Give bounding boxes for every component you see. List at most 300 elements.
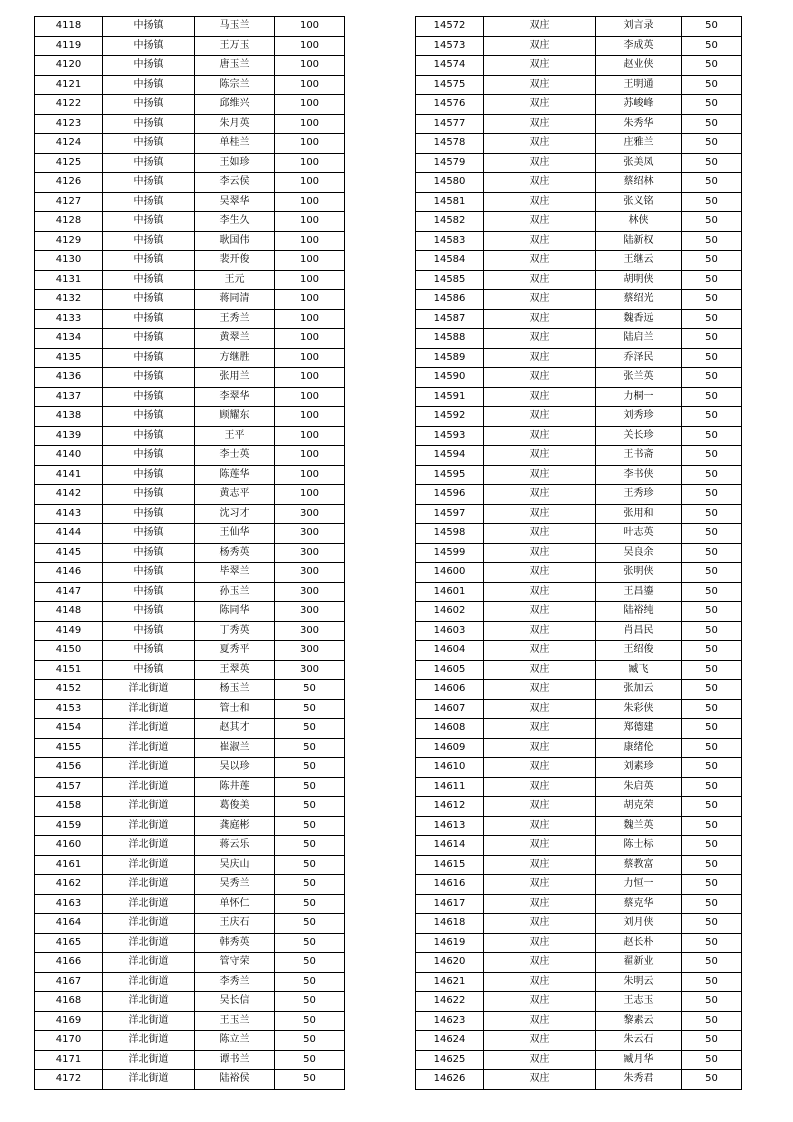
cell-id: 14614 [416,836,484,856]
cell-id: 4154 [35,719,103,739]
cell-id: 4142 [35,485,103,505]
cell-amount: 50 [682,524,742,544]
cell-amount: 50 [275,680,345,700]
table-row [416,56,742,76]
table-row [35,816,345,836]
cell-location: 双庄 [484,875,596,895]
cell-id: 14601 [416,582,484,602]
table-row [35,465,345,485]
table-row [416,153,742,173]
cell-name: 朱月英 [195,114,275,134]
cell-name: 庄雅兰 [596,134,682,154]
cell-amount: 100 [275,426,345,446]
cell-name: 葛俊美 [195,797,275,817]
table-row [416,621,742,641]
cell-name: 唐玉兰 [195,56,275,76]
cell-id: 4137 [35,387,103,407]
cell-id: 4153 [35,699,103,719]
cell-name: 朱彩侠 [596,699,682,719]
cell-amount: 50 [275,758,345,778]
table-row [35,329,345,349]
table-row [35,75,345,95]
cell-id: 14584 [416,251,484,271]
cell-location: 双庄 [484,212,596,232]
cell-location: 中扬镇 [103,17,195,37]
cell-name: 丁秀英 [195,621,275,641]
cell-id: 14603 [416,621,484,641]
table-row [416,348,742,368]
cell-name: 蔡克华 [596,894,682,914]
cell-id: 4131 [35,270,103,290]
cell-location: 双庄 [484,992,596,1012]
cell-id: 4122 [35,95,103,115]
cell-name: 张义铭 [596,192,682,212]
cell-name: 谭书兰 [195,1050,275,1070]
table-row [35,797,345,817]
cell-name: 杨玉兰 [195,680,275,700]
cell-amount: 50 [682,875,742,895]
cell-amount: 300 [275,543,345,563]
cell-name: 魏香远 [596,309,682,329]
cell-amount: 50 [682,485,742,505]
cell-name: 关长珍 [596,426,682,446]
cell-name: 王翠英 [195,660,275,680]
table-row [35,290,345,310]
cell-location: 中扬镇 [103,134,195,154]
cell-location: 洋北街道 [103,992,195,1012]
cell-location: 洋北街道 [103,914,195,934]
cell-amount: 100 [275,212,345,232]
cell-id: 4147 [35,582,103,602]
cell-amount: 50 [682,855,742,875]
cell-location: 双庄 [484,836,596,856]
cell-id: 4128 [35,212,103,232]
table-row [416,329,742,349]
cell-location: 双庄 [484,173,596,193]
cell-location: 双庄 [484,251,596,271]
cell-amount: 50 [682,914,742,934]
cell-id: 14609 [416,738,484,758]
table-row [35,446,345,466]
cell-name: 吴秀兰 [195,875,275,895]
cell-name: 蒋同清 [195,290,275,310]
cell-id: 4138 [35,407,103,427]
cell-location: 中扬镇 [103,465,195,485]
cell-name: 王庆石 [195,914,275,934]
table-row [416,368,742,388]
cell-location: 双庄 [484,407,596,427]
table-row [416,797,742,817]
cell-id: 14602 [416,602,484,622]
cell-name: 蔡教富 [596,855,682,875]
cell-location: 洋北街道 [103,797,195,817]
cell-name: 陆新权 [596,231,682,251]
table-row [35,777,345,797]
cell-location: 双庄 [484,641,596,661]
table-row [416,114,742,134]
cell-location: 中扬镇 [103,290,195,310]
cell-name: 王明通 [596,75,682,95]
table-row [416,699,742,719]
cell-location: 洋北街道 [103,680,195,700]
table-row [35,524,345,544]
cell-location: 中扬镇 [103,368,195,388]
cell-name: 李秀兰 [195,972,275,992]
cell-id: 14611 [416,777,484,797]
cell-location: 洋北街道 [103,972,195,992]
cell-name: 吴长信 [195,992,275,1012]
cell-name: 吴良余 [596,543,682,563]
cell-id: 14575 [416,75,484,95]
cell-name: 管士和 [195,699,275,719]
table-row [416,485,742,505]
cell-amount: 100 [275,134,345,154]
cell-id: 14576 [416,95,484,115]
table-row [416,738,742,758]
cell-id: 14587 [416,309,484,329]
cell-id: 14594 [416,446,484,466]
cell-name: 臧月华 [596,1050,682,1070]
cell-name: 王玉兰 [195,1011,275,1031]
cell-id: 14597 [416,504,484,524]
cell-location: 双庄 [484,426,596,446]
cell-id: 4171 [35,1050,103,1070]
cell-location: 双庄 [484,134,596,154]
cell-id: 4126 [35,173,103,193]
cell-id: 4167 [35,972,103,992]
cell-location: 双庄 [484,797,596,817]
table-row [416,972,742,992]
table-row [35,212,345,232]
cell-name: 康绪伦 [596,738,682,758]
cell-location: 洋北街道 [103,699,195,719]
cell-amount: 50 [682,699,742,719]
cell-id: 14591 [416,387,484,407]
cell-amount: 50 [275,933,345,953]
cell-id: 4124 [35,134,103,154]
cell-id: 14625 [416,1050,484,1070]
table-row [35,914,345,934]
cell-location: 洋北街道 [103,738,195,758]
table-row [416,1031,742,1051]
cell-amount: 100 [275,192,345,212]
cell-id: 14607 [416,699,484,719]
cell-location: 中扬镇 [103,446,195,466]
cell-amount: 100 [275,36,345,56]
cell-location: 中扬镇 [103,602,195,622]
table-row [35,836,345,856]
cell-amount: 300 [275,563,345,583]
cell-amount: 50 [682,251,742,271]
cell-location: 双庄 [484,329,596,349]
cell-location: 双庄 [484,1011,596,1031]
cell-location: 中扬镇 [103,387,195,407]
cell-name: 肖昌民 [596,621,682,641]
cell-location: 双庄 [484,368,596,388]
cell-name: 单桂兰 [195,134,275,154]
cell-location: 双庄 [484,485,596,505]
table-row [416,719,742,739]
cell-amount: 50 [682,114,742,134]
cell-id: 4146 [35,563,103,583]
cell-name: 黎素云 [596,1011,682,1031]
cell-id: 14604 [416,641,484,661]
cell-name: 朱秀华 [596,114,682,134]
cell-name: 李翠华 [195,387,275,407]
cell-name: 李成英 [596,36,682,56]
cell-id: 14579 [416,153,484,173]
cell-amount: 50 [275,738,345,758]
cell-amount: 50 [275,1050,345,1070]
cell-name: 王继云 [596,251,682,271]
table-row [35,36,345,56]
cell-name: 单怀仁 [195,894,275,914]
cell-name: 陆裕纯 [596,602,682,622]
cell-id: 4158 [35,797,103,817]
cell-location: 双庄 [484,524,596,544]
cell-amount: 50 [682,426,742,446]
cell-id: 14608 [416,719,484,739]
cell-amount: 100 [275,407,345,427]
cell-name: 陈井莲 [195,777,275,797]
table-row [35,875,345,895]
cell-location: 中扬镇 [103,543,195,563]
cell-id: 14586 [416,290,484,310]
cell-id: 14610 [416,758,484,778]
cell-name: 朱明云 [596,972,682,992]
cell-id: 4164 [35,914,103,934]
cell-amount: 50 [682,797,742,817]
table-row [416,1011,742,1031]
cell-id: 4123 [35,114,103,134]
cell-id: 4140 [35,446,103,466]
table-row [35,660,345,680]
cell-name: 张美凤 [596,153,682,173]
table-row [416,875,742,895]
cell-name: 张明侠 [596,563,682,583]
cell-amount: 100 [275,446,345,466]
cell-id: 4121 [35,75,103,95]
table-row [416,660,742,680]
cell-id: 4170 [35,1031,103,1051]
cell-amount: 100 [275,465,345,485]
cell-name: 韩秀英 [195,933,275,953]
cell-location: 中扬镇 [103,504,195,524]
cell-location: 双庄 [484,95,596,115]
cell-id: 4143 [35,504,103,524]
table-row [416,953,742,973]
table-row [35,719,345,739]
table-row [416,1070,742,1090]
cell-location: 中扬镇 [103,407,195,427]
table-row [35,348,345,368]
cell-id: 4130 [35,251,103,271]
cell-amount: 300 [275,602,345,622]
table-row [416,641,742,661]
cell-name: 陈立兰 [195,1031,275,1051]
cell-amount: 100 [275,329,345,349]
cell-location: 双庄 [484,660,596,680]
cell-id: 4125 [35,153,103,173]
cell-amount: 50 [682,543,742,563]
cell-amount: 50 [682,290,742,310]
table-row [35,153,345,173]
cell-amount: 50 [682,329,742,349]
cell-location: 中扬镇 [103,348,195,368]
cell-id: 4169 [35,1011,103,1031]
cell-amount: 50 [682,1011,742,1031]
cell-location: 双庄 [484,777,596,797]
table-row [35,485,345,505]
cell-location: 中扬镇 [103,309,195,329]
cell-location: 中扬镇 [103,563,195,583]
cell-name: 王仙华 [195,524,275,544]
cell-id: 4129 [35,231,103,251]
cell-location: 洋北街道 [103,1011,195,1031]
table-row [416,914,742,934]
cell-location: 双庄 [484,387,596,407]
cell-location: 双庄 [484,1070,596,1090]
cell-name: 吴庆山 [195,855,275,875]
cell-location: 洋北街道 [103,875,195,895]
table-row [416,407,742,427]
cell-id: 14624 [416,1031,484,1051]
cell-name: 黄志平 [195,485,275,505]
cell-location: 双庄 [484,816,596,836]
cell-amount: 50 [682,582,742,602]
cell-amount: 50 [275,894,345,914]
cell-location: 洋北街道 [103,1070,195,1090]
cell-id: 14580 [416,173,484,193]
cell-id: 4132 [35,290,103,310]
cell-name: 王书斋 [596,446,682,466]
cell-location: 双庄 [484,738,596,758]
cell-name: 王秀珍 [596,485,682,505]
cell-name: 管守荣 [195,953,275,973]
table-row [35,17,345,37]
table-row [35,543,345,563]
cell-id: 4159 [35,816,103,836]
cell-amount: 50 [682,270,742,290]
cell-name: 郑德建 [596,719,682,739]
table-row [35,992,345,1012]
cell-location: 双庄 [484,543,596,563]
table-row [416,134,742,154]
cell-id: 4150 [35,641,103,661]
cell-id: 4172 [35,1070,103,1090]
cell-name: 王昌鎏 [596,582,682,602]
cell-id: 14615 [416,855,484,875]
cell-amount: 50 [682,134,742,154]
cell-location: 双庄 [484,621,596,641]
cell-location: 双庄 [484,114,596,134]
cell-location: 双庄 [484,680,596,700]
cell-amount: 50 [682,641,742,661]
cell-id: 4127 [35,192,103,212]
cell-amount: 50 [275,836,345,856]
cell-name: 孙玉兰 [195,582,275,602]
cell-location: 双庄 [484,75,596,95]
left-table-body [35,17,345,1090]
cell-location: 双庄 [484,719,596,739]
table-row [416,524,742,544]
cell-name: 沈习才 [195,504,275,524]
cell-name: 张用和 [596,504,682,524]
table-row [416,192,742,212]
table-row [416,75,742,95]
cell-location: 双庄 [484,153,596,173]
cell-id: 4139 [35,426,103,446]
cell-amount: 100 [275,114,345,134]
cell-location: 双庄 [484,56,596,76]
cell-name: 杨秀英 [195,543,275,563]
cell-location: 双庄 [484,36,596,56]
cell-id: 4144 [35,524,103,544]
cell-name: 夏秀平 [195,641,275,661]
cell-name: 胡克荣 [596,797,682,817]
cell-name: 邱维兴 [195,95,275,115]
table-row [35,95,345,115]
cell-location: 双庄 [484,855,596,875]
cell-name: 李书侠 [596,465,682,485]
table-row [35,933,345,953]
table-row [416,173,742,193]
cell-name: 刘秀珍 [596,407,682,427]
table-row [35,641,345,661]
cell-name: 蔡绍林 [596,173,682,193]
cell-location: 中扬镇 [103,95,195,115]
table-row [35,563,345,583]
table-row [35,173,345,193]
cell-name: 陆裕侯 [195,1070,275,1090]
table-row [35,1011,345,1031]
cell-name: 翟新业 [596,953,682,973]
table-row [35,894,345,914]
cell-id: 14574 [416,56,484,76]
table-row [35,387,345,407]
cell-location: 洋北街道 [103,855,195,875]
cell-id: 14618 [416,914,484,934]
cell-location: 双庄 [484,231,596,251]
cell-amount: 50 [275,1011,345,1031]
cell-name: 李士英 [195,446,275,466]
cell-id: 4163 [35,894,103,914]
cell-id: 4152 [35,680,103,700]
table-row [416,777,742,797]
cell-amount: 50 [682,192,742,212]
cell-location: 双庄 [484,699,596,719]
cell-amount: 100 [275,251,345,271]
cell-amount: 50 [275,992,345,1012]
cell-amount: 50 [275,797,345,817]
cell-name: 力桐一 [596,387,682,407]
cell-name: 吴翠华 [195,192,275,212]
cell-name: 朱秀君 [596,1070,682,1090]
cell-amount: 50 [682,1050,742,1070]
cell-location: 双庄 [484,192,596,212]
cell-amount: 50 [682,75,742,95]
cell-amount: 100 [275,290,345,310]
table-row [416,446,742,466]
table-row [35,407,345,427]
cell-name: 刘言录 [596,17,682,37]
cell-name: 赵其才 [195,719,275,739]
cell-location: 中扬镇 [103,660,195,680]
cell-amount: 50 [682,368,742,388]
cell-location: 双庄 [484,270,596,290]
table-row [35,582,345,602]
cell-id: 4161 [35,855,103,875]
